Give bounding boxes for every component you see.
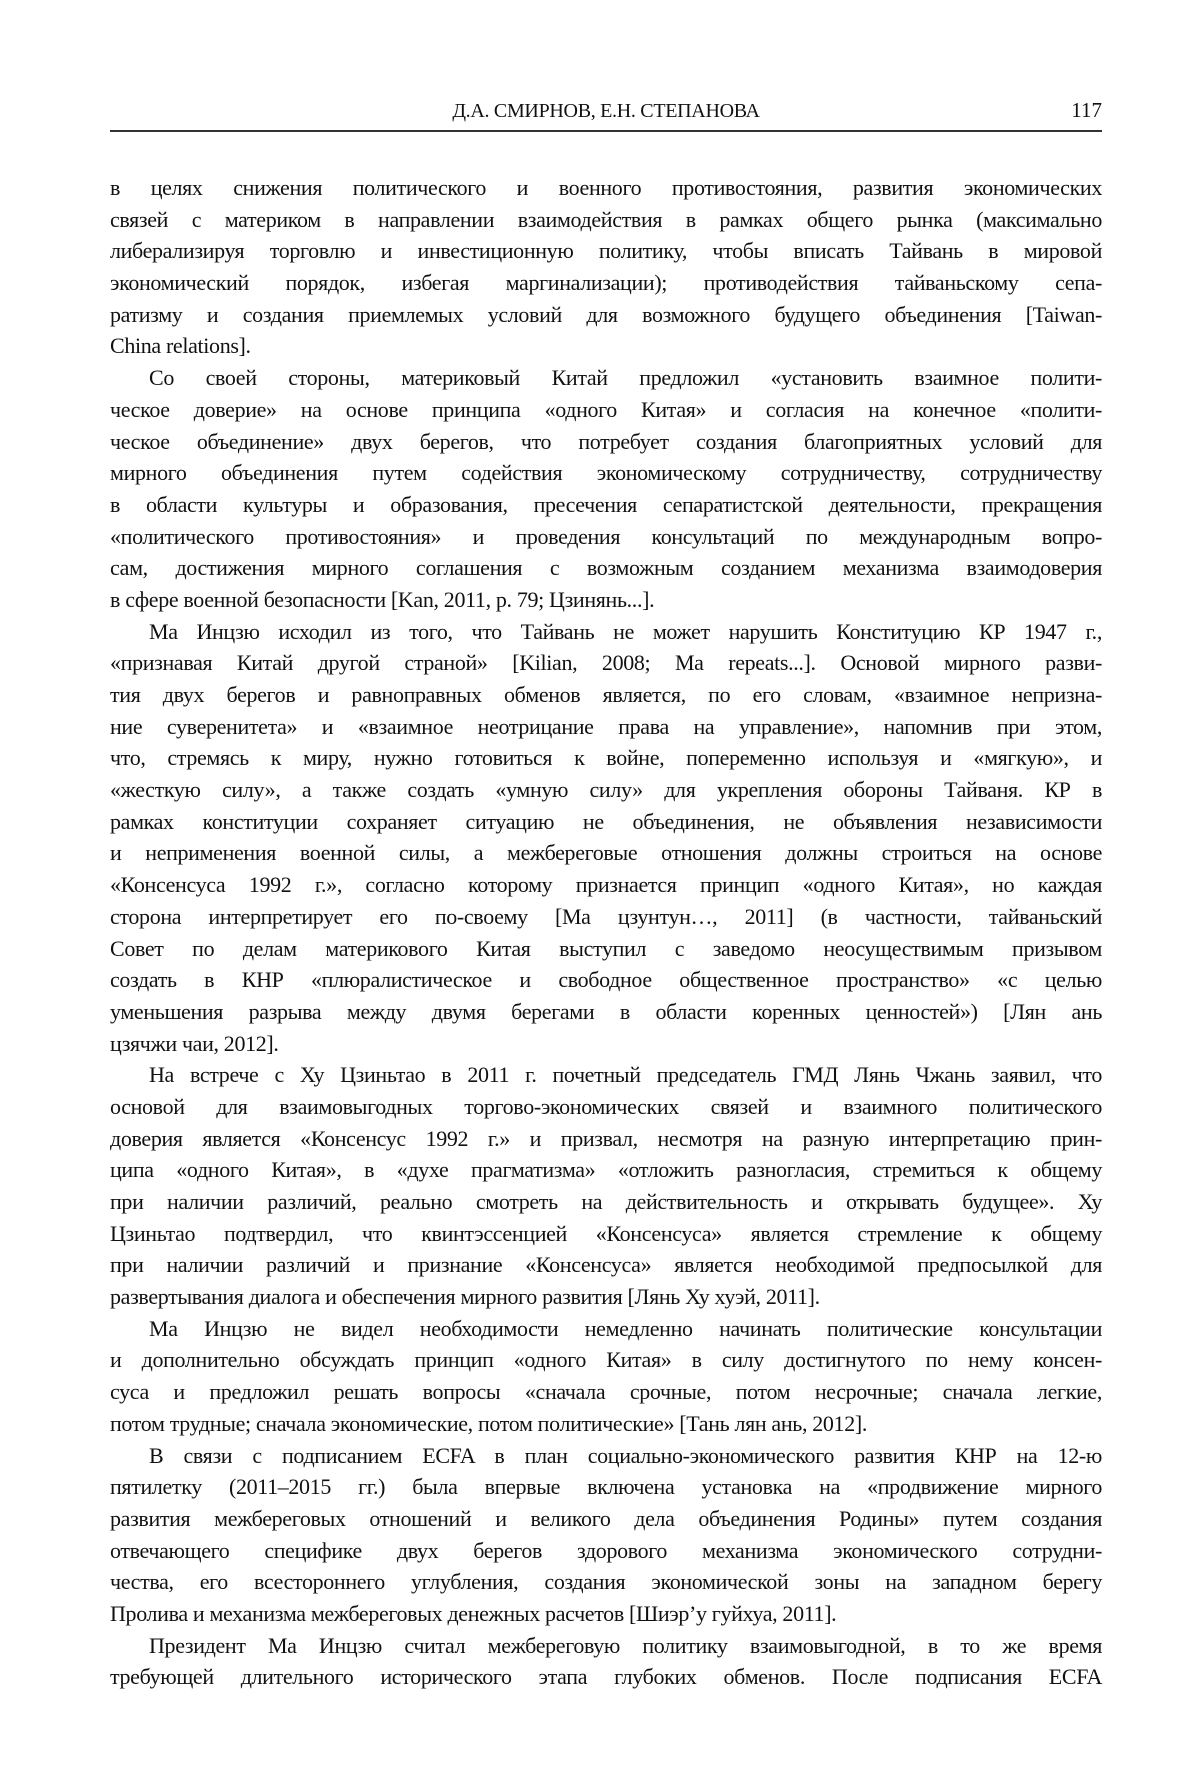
text-line: доверия является «Консенсус 1992 г.» и призвал, несмотря на разную интерпретацию прин- (110, 1123, 1102, 1155)
text-line: и неприменения военной силы, а межбереговые отношения должны строиться на основе (110, 837, 1102, 869)
text-line: либерализируя торговлю и инвестиционную политику, чтобы вписать Тайвань в мировой (110, 235, 1102, 267)
text-line: что, стремясь к миру, нужно готовиться к войне, попеременно используя и «мягкую», и (110, 742, 1102, 774)
text-line: цзячжи чаи, 2012]. (110, 1028, 1102, 1060)
text-line: Президент Ма Инцзю считал межбереговую политику взаимовыгодной, в то же время (110, 1630, 1102, 1662)
text-line: Со своей стороны, материковый Китай предложил «установить взаимное полити- (110, 362, 1102, 394)
text-line: отвечающего специфике двух берегов здорового механизма экономического сотрудни- (110, 1535, 1102, 1567)
text-line: China relations]. (110, 330, 1102, 362)
text-line: Совет по делам материкового Китая выступил с заведомо неосуществимым призывом (110, 933, 1102, 965)
text-line: экономический порядок, избегая маргинализации); противодействия тайваньскому сепа- (110, 267, 1102, 299)
text-line: Ма Инцзю не видел необходимости немедленно начинать политические консультации (110, 1313, 1102, 1345)
text-line: ние суверенитета» и «взаимное неотрицание права на управление», напомнив при этом, (110, 711, 1102, 743)
text-line: ческое объединение» двух берегов, что потребует создания благоприятных условий для (110, 426, 1102, 458)
paragraph (110, 362, 1102, 616)
text-line: при наличии различий, реально смотреть на действительность и открывать будущее». Ху (110, 1186, 1102, 1218)
text-line: сам, достижения мирного соглашения с возможным созданием механизма взаимодоверия (110, 552, 1102, 584)
text-line: чества, его всестороннего углубления, создания экономической зоны на западном берегу (110, 1566, 1102, 1598)
text-line: ческое доверие» на основе принципа «одного Китая» и согласия на конечное «полити- (110, 394, 1102, 426)
text-line: развития межбереговых отношений и великого дела объединения Родины» путем создания (110, 1503, 1102, 1535)
text-line: в сфере военной безопасности [Kan, 2011, p. 79; Цзинянь...]. (110, 584, 1102, 616)
text-line: «политического противостояния» и проведения консультаций по международным вопро- (110, 521, 1102, 553)
text-line: и дополнительно обсуждать принцип «одного Китая» в силу достигнутого по нему консен- (110, 1344, 1102, 1376)
paragraph (110, 1313, 1102, 1440)
text-line: требующей длительного исторического этапа глубоких обменов. После подписания ECFA (110, 1661, 1102, 1693)
text-line: суса и предложил решать вопросы «сначала срочные, потом несрочные; сначала легкие, (110, 1376, 1102, 1408)
text-line: «признавая Китай другой страной» [Kilian, 2008; Ma repeats...]. Основой мирного разви- (110, 647, 1102, 679)
paragraph (110, 1440, 1102, 1630)
text-line: В связи с подписанием ECFA в план социально-экономического развития КНР на 12-ю (110, 1440, 1102, 1472)
text-line: На встрече с Ху Цзиньтао в 2011 г. почетный председатель ГМД Лянь Чжань заявил, что (110, 1059, 1102, 1091)
text-line: «Консенсуса 1992 г.», согласно которому признается принцип «одного Китая», но каждая (110, 869, 1102, 901)
text-line: потом трудные; сначала экономические, потом политические» [Тань лян ань, 2012]. (110, 1408, 1102, 1440)
paragraph (110, 1059, 1102, 1313)
text-line: ципа «одного Китая», в «духе прагматизма» «отложить разногласия, стремиться к общему (110, 1154, 1102, 1186)
text-line: уменьшения разрыва между двумя берегами в области коренных ценностей») [Лян ань (110, 996, 1102, 1028)
text-line: основой для взаимовыгодных торгово-экономических связей и взаимного политического (110, 1091, 1102, 1123)
text-line: тия двух берегов и равноправных обменов является, по его словам, «взаимное непризна- (110, 679, 1102, 711)
text-line: «жесткую силу», а также создать «умную силу» для укрепления обороны Тайваня. КР в (110, 774, 1102, 806)
text-line: мирного объединения путем содействия экономическому сотрудничеству, сотрудничеству (110, 457, 1102, 489)
running-header (110, 96, 1102, 132)
text-line: пятилетку (2011–2015 гг.) была впервые включена установка на «продвижение мирного (110, 1471, 1102, 1503)
paragraph (110, 616, 1102, 1060)
text-line: Ма Инцзю исходил из того, что Тайвань не может нарушить Конституцию КР 1947 г., (110, 616, 1102, 648)
text-line: Пролива и механизма межбереговых денежных расчетов [Шиэр’у гуйхуа, 2011]. (110, 1598, 1102, 1630)
text-line: сторона интерпретирует его по-своему [Ма цзунтун…, 2011] (в частности, тайваньский (110, 901, 1102, 933)
page-number: 117 (1071, 98, 1102, 123)
text-line: Цзиньтао подтвердил, что квинтэссенцией «Консенсуса» является стремление к общему (110, 1218, 1102, 1250)
running-title: Д.А. СМИРНОВ, Е.Н. СТЕПАНОВА (110, 100, 1102, 123)
text-line: развертывания диалога и обеспечения мирного развития [Лянь Ху хуэй, 2011]. (110, 1281, 1102, 1313)
text-line: связей с материком в направлении взаимодействия в рамках общего рынка (максимально (110, 204, 1102, 236)
text-line: в целях снижения политического и военного противостояния, развития экономических (110, 172, 1102, 204)
text-line: создать в КНР «плюралистическое и свободное общественное пространство» «с целью (110, 964, 1102, 996)
text-line: в области культуры и образования, пресечения сепаратистской деятельности, прекращения (110, 489, 1102, 521)
text-line: рамках конституции сохраняет ситуацию не объединения, не объявления независимости (110, 806, 1102, 838)
body-text (110, 172, 1102, 1693)
paragraph (110, 172, 1102, 362)
text-line: ратизму и создания приемлемых условий для возможного будущего объединения [Taiwan- (110, 299, 1102, 331)
paragraph (110, 1630, 1102, 1693)
text-line: при наличии различий и признание «Консенсуса» является необходимой предпосылкой для (110, 1249, 1102, 1281)
